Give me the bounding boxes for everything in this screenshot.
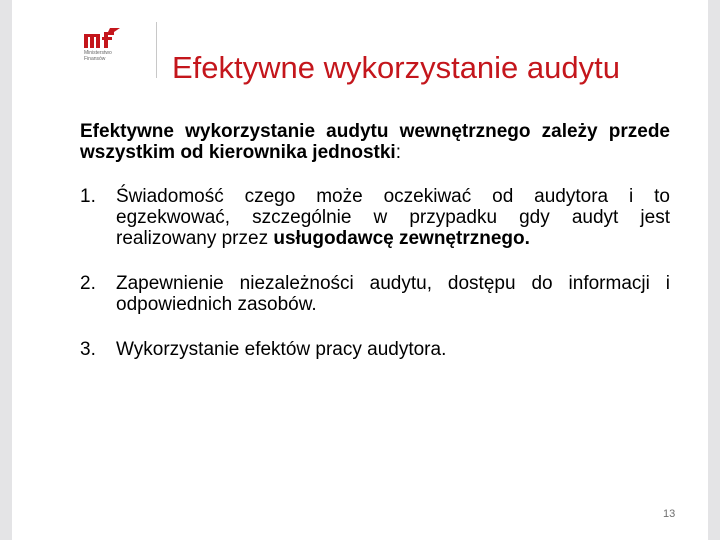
- intro-text: Efektywne wykorzystanie audytu wewnętrznego zależy przede wszystkim od kierownika jednostki: [80, 121, 670, 163]
- header-divider: [156, 22, 157, 78]
- logo-text-line2: Finansów: [84, 56, 106, 62]
- list-item: [80, 339, 670, 360]
- right-margin-band: [708, 0, 720, 540]
- mf-logo-icon: [84, 28, 120, 48]
- slide-title: Efektywne wykorzystanie audytu: [172, 50, 620, 85]
- intro-colon: :: [395, 142, 401, 163]
- list-item-number: 3.: [80, 339, 96, 360]
- intro-paragraph: [80, 121, 670, 163]
- numbered-list: [80, 186, 670, 360]
- list-item-number: 1.: [80, 186, 96, 207]
- ministry-logo: [84, 28, 144, 74]
- list-item-text: Zapewnienie niezależności audytu, dostępu do informacji i odpowiednich zasobów.: [116, 273, 670, 315]
- list-item: [80, 273, 670, 315]
- list-item-number: 2.: [80, 273, 96, 294]
- page-number: 13: [663, 508, 676, 520]
- list-item: [80, 186, 670, 249]
- logo-text-line1: Ministerstwo: [84, 50, 112, 56]
- list-item-text: Wykorzystanie efektów pracy audytora.: [116, 339, 447, 360]
- left-margin-band: [0, 0, 12, 540]
- list-item-text: Świadomość czego może oczekiwać od audytora i to egzekwować, szczególnie w przypadku gdy audyt jest realizowany przez: [116, 186, 670, 249]
- list-item-emphasis: usługodawcę zewnętrznego.: [273, 228, 530, 249]
